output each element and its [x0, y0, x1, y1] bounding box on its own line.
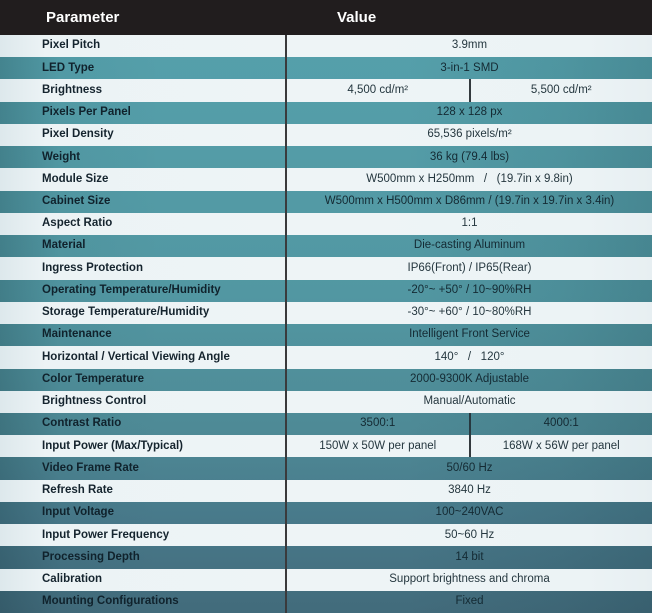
parameter-label: Cabinet Size [42, 195, 111, 207]
parameter-cell [0, 502, 287, 524]
value-cell [287, 102, 652, 124]
value-half [287, 391, 652, 413]
value-half [287, 480, 652, 502]
table-row [0, 591, 652, 613]
table-row [0, 146, 652, 168]
value-half [287, 124, 652, 146]
table-row [0, 324, 652, 346]
parameter-cell [0, 168, 287, 190]
parameter-label: Ingress Protection [42, 261, 143, 274]
value-text: 50~60 Hz [444, 528, 495, 541]
parameter-label: Brightness Control [42, 395, 147, 408]
parameter-label: Calibration [42, 572, 103, 585]
value-half [287, 57, 652, 79]
parameter-cell [0, 235, 287, 257]
value-half [287, 435, 469, 457]
value-half [287, 235, 652, 257]
value-cell [287, 591, 652, 613]
value-text: 1:1 [461, 217, 478, 230]
value-text: 140° / 120° [434, 350, 505, 363]
table-row [0, 57, 652, 79]
parameter-cell [0, 35, 287, 57]
value-text: 36 kg (79.4 lbs) [429, 150, 510, 163]
value-cell [287, 235, 652, 257]
value-cell [287, 146, 652, 168]
value-half [287, 168, 652, 190]
value-text: 150W x 50W per panel [319, 439, 437, 452]
parameter-label: Module Size [42, 172, 109, 185]
value-cell [287, 213, 652, 235]
value-half [287, 146, 652, 168]
value-text: IP66(Front) / IP65(Rear) [407, 261, 532, 274]
value-cell [287, 346, 652, 368]
value-text: -30°~ +60° / 10~80%RH [407, 306, 532, 319]
value-cell [287, 168, 652, 190]
table-row [0, 191, 652, 213]
parameter-cell [0, 257, 287, 279]
parameter-label: Brightness [42, 83, 103, 96]
parameter-label: Operating Temperature/Humidity [42, 283, 221, 296]
table-row [0, 35, 652, 57]
value-half [287, 502, 652, 524]
table-row [0, 346, 652, 368]
parameter-label: LED Type [42, 61, 95, 74]
value-cell [287, 302, 652, 324]
value-half [287, 524, 652, 546]
value-text: 4000:1 [543, 417, 579, 430]
value-text: Support brightness and chroma [389, 572, 550, 585]
value-half [287, 213, 652, 235]
parameter-cell [0, 280, 287, 302]
value-text: Intelligent Front Service [409, 328, 530, 341]
table-row [0, 413, 652, 435]
parameter-cell [0, 480, 287, 502]
parameter-cell [0, 546, 287, 568]
parameter-label: Processing Depth [42, 550, 140, 563]
value-cell [287, 413, 652, 435]
value-cell [287, 369, 652, 391]
parameter-label: Horizontal / Vertical Viewing Angle [42, 350, 230, 363]
parameter-cell [0, 124, 287, 146]
value-cell [287, 280, 652, 302]
parameter-cell [0, 191, 287, 213]
value-half [287, 413, 469, 435]
parameter-cell [0, 102, 287, 124]
parameter-cell [0, 346, 287, 368]
value-cell [287, 435, 652, 457]
value-text: 168W x 56W per panel [502, 439, 620, 452]
value-cell [287, 391, 652, 413]
parameter-cell [0, 369, 287, 391]
parameter-label: Input Power (Max/Typical) [42, 439, 183, 452]
value-cell [287, 457, 652, 479]
parameter-cell [0, 146, 287, 168]
parameter-cell [0, 57, 287, 79]
table-row [0, 369, 652, 391]
value-text: 3840 Hz [448, 484, 491, 497]
value-cell [287, 191, 652, 213]
value-half [287, 569, 652, 591]
value-cell [287, 124, 652, 146]
parameter-cell [0, 302, 287, 324]
parameter-label: Input Power Frequency [42, 528, 170, 541]
value-half [287, 302, 652, 324]
header-parameter: Parameter [46, 9, 120, 26]
parameter-cell [0, 457, 287, 479]
value-half [287, 546, 652, 568]
value-text: W500mm x H250mm / (19.7in x 9.8in) [366, 172, 573, 185]
spec-table-body [0, 35, 652, 613]
table-row [0, 280, 652, 302]
table-row [0, 502, 652, 524]
value-cell [287, 569, 652, 591]
table-row [0, 102, 652, 124]
table-row [0, 235, 652, 257]
parameter-label: Input Voltage [42, 506, 114, 519]
header-value: Value [337, 9, 377, 26]
value-cell [287, 257, 652, 279]
value-text: 14 bit [455, 550, 484, 563]
value-text: 3-in-1 SMD [440, 61, 499, 74]
table-row [0, 569, 652, 591]
value-cell [287, 546, 652, 568]
parameter-label: Maintenance [42, 328, 112, 341]
table-row [0, 480, 652, 502]
value-text: 4,500 cd/m² [347, 83, 409, 96]
table-row [0, 457, 652, 479]
value-half [471, 413, 652, 435]
parameter-cell [0, 213, 287, 235]
value-half [471, 79, 652, 101]
value-text: Manual/Automatic [423, 395, 516, 408]
parameter-label: Pixel Density [42, 128, 114, 141]
value-text: 65,536 pixels/m² [427, 128, 512, 141]
value-text: 3.9mm [451, 39, 488, 52]
value-cell [287, 502, 652, 524]
table-row [0, 435, 652, 457]
table-row [0, 391, 652, 413]
value-text: 2000-9300K Adjustable [410, 372, 529, 385]
table-row [0, 79, 652, 101]
value-half [287, 280, 652, 302]
value-text: -20°~ +50° / 10~90%RH [407, 283, 532, 296]
parameter-label: Material [42, 239, 86, 252]
table-row [0, 302, 652, 324]
table-row [0, 524, 652, 546]
value-text: Die-casting Aluminum [413, 239, 526, 252]
parameter-label: Refresh Rate [42, 484, 113, 497]
parameter-label: Video Frame Rate [42, 461, 139, 474]
value-text: Fixed [455, 595, 484, 608]
value-cell [287, 35, 652, 57]
value-half [287, 35, 652, 57]
value-cell [287, 524, 652, 546]
parameter-label: Pixels Per Panel [42, 106, 131, 119]
table-row [0, 213, 652, 235]
parameter-label: Color Temperature [42, 372, 145, 385]
value-half [287, 257, 652, 279]
table-row [0, 168, 652, 190]
value-half [287, 102, 652, 124]
parameter-label: Contrast Ratio [42, 417, 122, 430]
value-cell [287, 79, 652, 101]
parameter-cell [0, 569, 287, 591]
value-half [471, 435, 652, 457]
value-text: 3500:1 [360, 417, 396, 430]
value-half [287, 369, 652, 391]
value-half [287, 79, 469, 101]
value-half [287, 591, 652, 613]
parameter-cell [0, 391, 287, 413]
value-text: 128 x 128 px [436, 106, 503, 119]
parameter-label: Storage Temperature/Humidity [42, 306, 210, 319]
parameter-label: Pixel Pitch [42, 39, 101, 52]
table-row [0, 124, 652, 146]
parameter-label: Mounting Configurations [42, 595, 179, 608]
value-cell [287, 480, 652, 502]
value-half [287, 191, 652, 213]
value-half [287, 324, 652, 346]
value-half [287, 346, 652, 368]
value-text: W500mm x H500mm x D86mm / (19.7in x 19.7in x 3.4in) [324, 195, 615, 207]
parameter-label: Weight [42, 150, 81, 163]
parameter-cell [0, 435, 287, 457]
table-row [0, 257, 652, 279]
value-cell [287, 57, 652, 79]
parameter-cell [0, 79, 287, 101]
value-text: 5,500 cd/m² [530, 83, 592, 96]
parameter-cell [0, 413, 287, 435]
table-row [0, 546, 652, 568]
value-text: 100~240VAC [435, 506, 504, 519]
parameter-cell [0, 591, 287, 613]
parameter-label: Aspect Ratio [42, 217, 113, 230]
table-header [0, 0, 652, 35]
value-half [287, 457, 652, 479]
parameter-cell [0, 524, 287, 546]
value-cell [287, 324, 652, 346]
parameter-cell [0, 324, 287, 346]
value-text: 50/60 Hz [446, 461, 493, 474]
